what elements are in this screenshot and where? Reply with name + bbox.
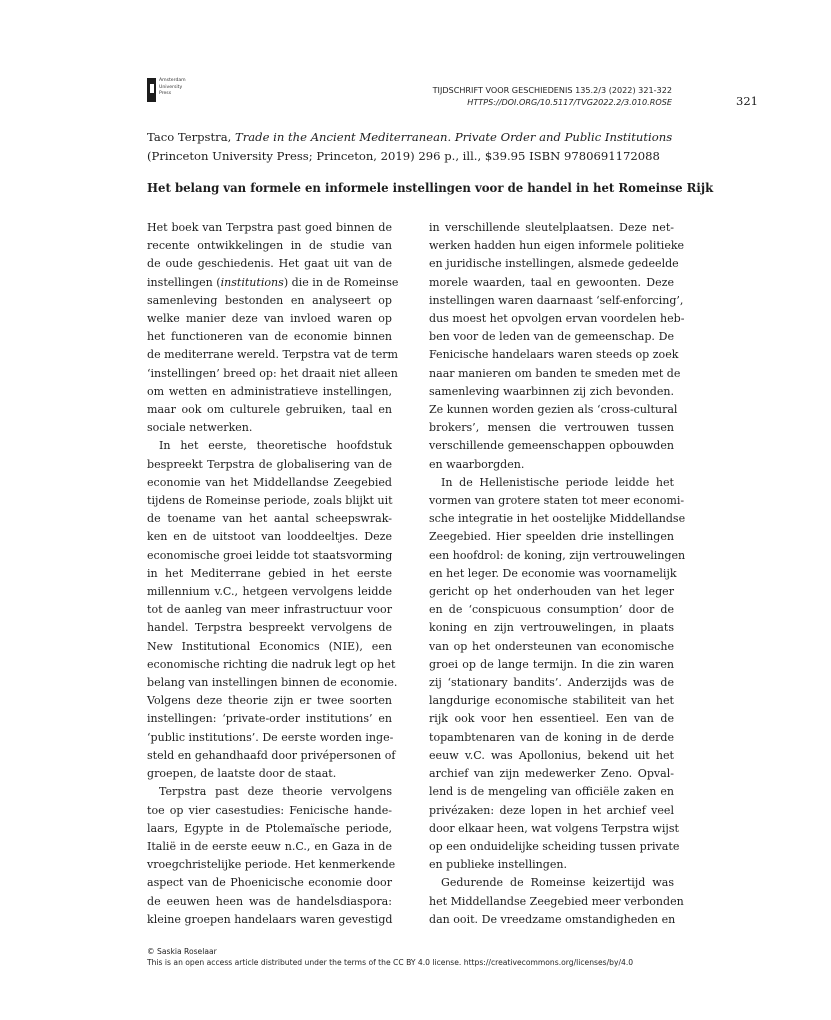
text-line: economische groei leidde tot staatsvorming	[147, 548, 393, 562]
text-line: in het Mediterrane gebied in het eerste	[147, 566, 392, 580]
text-line: tot de aanleg van meer infrastructuur voor	[147, 603, 392, 617]
text-line: vormen van grotere staten tot meer economi-	[429, 494, 685, 508]
aup-logo-icon	[147, 78, 156, 102]
text-line: het Middellandse Zeegebied meer verbonden	[429, 894, 684, 908]
text-line: steld en gehandhaafd door privépersonen of	[147, 748, 396, 762]
text-line: naar manieren om banden te smeden met de	[429, 366, 681, 380]
text-line: de toename van het aantal scheepswrak-	[147, 512, 392, 526]
text-line: eeuw v.C. was Apollonius, bekend uit het	[429, 748, 674, 762]
text-line: New Institutional Economics (NIE), een	[147, 639, 392, 653]
text-line: om wetten en administratieve instellingen,	[147, 384, 392, 398]
journal-header	[433, 84, 672, 108]
text-line: en juridische instellingen, alsmede gedeelde	[429, 257, 679, 271]
doi-link[interactable]: HTTPS://DOI.ORG/10.5117/TVG2022.2/3.010.ROSE	[467, 97, 672, 107]
copyright-notice: © Saskia Roselaar	[147, 947, 217, 956]
text-line: de eeuwen heen was de handelsdiaspora:	[147, 894, 392, 908]
text-line: toe op vier casestudies: Fenicische hande-	[147, 803, 392, 817]
book-publication-details: (Princeton University Press; Princeton, 2019) 296 p., ill., $39.95 ISBN 9780691172088	[147, 149, 660, 163]
text-line: en waarborgden.	[429, 457, 525, 471]
text-line: langdurige economische stabiliteit van het	[429, 694, 674, 708]
page-footer	[147, 946, 633, 968]
text-line: lend is de mengeling van officiële zaken en	[429, 785, 674, 799]
text-line: ken en de uitstoot van looddeeltjes. Deze	[147, 530, 392, 544]
text-line: economie van het Middellandse Zeegebied	[147, 475, 392, 489]
text-line: tijdens de Romeinse periode, zoals blijkt uit	[147, 494, 393, 508]
text-line: sociale netwerken.	[147, 421, 253, 435]
text-line: groepen, de laatste door de staat.	[147, 767, 337, 781]
text-line: een hoofdrol: de koning, zijn vertrouwelingen	[429, 548, 686, 562]
text-line: en de ‘conspicuous consumption’ door de	[429, 603, 674, 617]
book-title: Trade in the Ancient Mediterranean. Private Order and Public Institutions	[235, 130, 673, 144]
page-number: 321	[736, 94, 758, 108]
publisher-name-line: Amsterdam	[159, 78, 186, 83]
text-line: belang van instellingen binnen de economie.	[147, 676, 398, 690]
body-column-left	[147, 219, 399, 929]
text-line: handel. Terpstra bespreekt vervolgens de	[147, 621, 392, 635]
text-line: Fenicische handelaars waren steeds op zoek	[429, 348, 679, 362]
journal-citation: TIJDSCHRIFT VOOR GESCHIEDENIS 135.2/3 (2022) 321-322	[432, 85, 672, 95]
text-line: vroegchristelijke periode. Het kenmerkende	[147, 858, 396, 872]
text-line: de oude geschiedenis. Het gaat uit van de	[147, 257, 392, 271]
text-line: Zeegebied. Hier speelden drie instellingen	[429, 530, 674, 544]
body-column-right	[429, 219, 686, 929]
text-line: morele waarden, taal en gewoonten. Deze	[429, 275, 674, 289]
text-line: recente ontwikkelingen in de studie van	[147, 239, 392, 253]
text-line: dus moest het opvolgen ervan voordelen heb-	[429, 312, 685, 326]
text-line: In de Hellenistische periode leidde het	[441, 475, 674, 489]
publisher-name-line: University	[159, 84, 183, 90]
text-line: maar ook om culturele gebruiken, taal en	[147, 403, 392, 417]
text-line: aspect van de Phoenicische economie door	[147, 876, 392, 890]
text-line: instellingen waren daarnaast ‘self-enforcing’,	[429, 293, 684, 307]
text-line: privézaken: deze lopen in het archief veel	[429, 803, 674, 817]
publisher-logo	[147, 78, 186, 102]
text-line: kleine groepen handelaars waren gevestigd	[147, 912, 393, 926]
text-line: Italië in de eerste eeuw n.C., en Gaza in de	[147, 839, 392, 853]
text-line: in verschillende sleutelplaatsen. Deze net-	[429, 221, 674, 234]
text-line: archief van zijn medewerker Zeno. Opval-	[429, 767, 674, 781]
publisher-name-line: Press	[159, 91, 172, 97]
text-line: van op het ondersteunen van economische	[429, 639, 674, 653]
text-line: rijk ook voor hen essentieel. Een van de	[429, 712, 674, 726]
text-line: millennium v.C., hetgeen vervolgens leidde	[147, 585, 392, 599]
text-line: de mediterrane wereld. Terpstra vat de term	[147, 348, 398, 362]
text-line: en het leger. De economie was voornamelijk	[429, 566, 677, 580]
license-notice: This is an open access article distributed under the terms of the CC BY 4.0 license. https://creativecommons.org/licenses/by/4.0	[147, 958, 634, 967]
review-title: Het belang van formele en informele instellingen voor de handel in het Romeinse Rijk	[147, 181, 714, 195]
text-line: ‘instellingen’ breed op: het draait niet alleen	[147, 366, 398, 380]
book-author: Taco Terpstra,	[147, 130, 235, 144]
text-line: bespreekt Terpstra de globalisering van de	[147, 457, 392, 471]
text-line: samenleving bestonden en analyseert op	[147, 293, 392, 307]
text-line: Terpstra past deze theorie vervolgens	[159, 785, 392, 799]
text-line: zij ‘stationary bandits’. Anderzijds was de	[429, 676, 674, 690]
text-line: en publieke instellingen.	[429, 858, 568, 872]
text-line: sche integratie in het oostelijke Middellandse	[429, 512, 686, 526]
text-line: koning en zijn vertrouwelingen, in plaats	[429, 621, 674, 635]
text-line: het functioneren van de economie binnen	[147, 330, 392, 344]
text-line: groei op de lange termijn. In die zin waren	[429, 657, 674, 671]
text-line: op een onduidelijke scheiding tussen private	[429, 839, 680, 853]
italic-term: institutions	[220, 275, 284, 289]
text-line: topambtenaren van de koning in de derde	[429, 730, 674, 744]
text-line: instellingen: ‘private-order institutions’ en	[147, 712, 392, 726]
book-citation	[147, 128, 687, 166]
text-line: In het eerste, theoretische hoofdstuk	[159, 439, 392, 453]
text-line: Volgens deze theorie zijn er twee soorten	[147, 694, 392, 708]
text-line: gericht op het onderhouden van het leger	[429, 585, 674, 599]
text-line: Ze kunnen worden gezien als ‘cross-cultural	[429, 403, 678, 417]
text-line: ben voor de leden van de gemeenschap. De	[429, 330, 674, 344]
text-line: samenleving waarbinnen zij zich bevonden.	[429, 384, 674, 398]
text-line: brokers’, mensen die vertrouwen tussen	[429, 421, 674, 435]
text-line: instellingen (institutions) die in de Romeinse	[147, 275, 399, 289]
text-line: ‘public institutions’. De eerste worden inge-	[147, 730, 394, 744]
text-line: werken hadden hun eigen informele politieke	[429, 239, 685, 253]
text-line: dan ooit. De vreedzame omstandigheden en	[429, 912, 676, 926]
text-line: welke manier deze van invloed waren op	[147, 312, 392, 326]
text-line: door elkaar heen, wat volgens Terpstra wijst	[429, 821, 679, 835]
text-line: Gedurende de Romeinse keizertijd was	[441, 876, 674, 890]
text-line: economische richting die nadruk legt op het	[147, 657, 396, 671]
text-line: Het boek van Terpstra past goed binnen de	[147, 221, 392, 234]
publisher-name	[159, 78, 186, 98]
text-line: laars, Egypte in de Ptolemaïsche periode,	[147, 821, 392, 835]
text-line: verschillende gemeenschappen opbouwden	[429, 439, 674, 453]
